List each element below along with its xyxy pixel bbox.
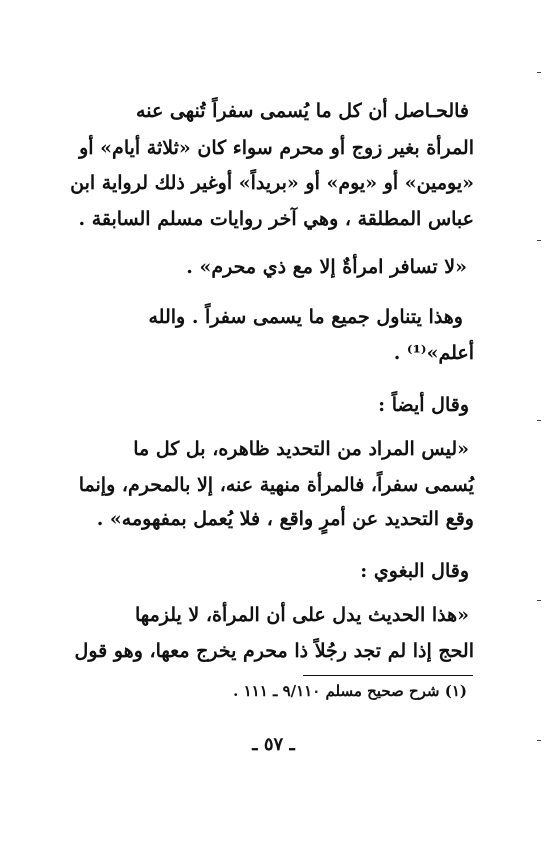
text-line: «يومين» أو «يوم» أو «بريداً» أوغير ذلك لرواية ابن: [70, 172, 474, 194]
text-line: الحج إذا لم تجد رجُلاً ذا محرم يخرج معها، وهو قول: [74, 640, 474, 662]
text-line: «ليس المراد من التحديد ظاهره، بل كل ما: [133, 438, 469, 460]
page-number: ـ ٥٧ ـ: [252, 734, 295, 755]
text-line: «هذا الحديث يدل على أن المرأة، لا يلزمها: [135, 604, 469, 626]
text-line: المرأة بغير زوج أو محرم سواء كان «ثلاثة أيام» أو: [79, 137, 474, 159]
text-line: وهذا يتناول جميع ما يسمى سفراً . والله: [148, 306, 463, 328]
text-line: أعلم»⁽¹⁾ .: [393, 342, 474, 364]
text-line: فالحـاصل أن كل ما يُسمى سفراً تُنهى عنه: [136, 100, 469, 122]
section-heading: وقال أيضاً :: [378, 394, 469, 416]
margin-mark: [537, 240, 541, 241]
text-line: عباس المطلقة ، وهي آخر روايات مسلم السابقة .: [78, 208, 474, 230]
footnote: (١) شرح صحيح مسلم ٩/١١٠ ـ ١١١ .: [233, 682, 467, 700]
hadith-quote: «لا تسافر امرأةٌ إلا مع ذي محرم» .: [186, 256, 467, 278]
margin-mark: [537, 420, 541, 421]
text-line: وقع التحديد عن أمرٍ واقع ، فلا يُعمل بمفهومه» .: [96, 508, 474, 530]
footnote-rule: [303, 675, 473, 676]
margin-mark: [537, 72, 541, 73]
text-line: يُسمى سفراً، فالمرأة منهية عنه، إلا بالمحرم، وإنما: [78, 474, 474, 496]
section-heading: وقال البغوي :: [360, 560, 469, 582]
margin-mark: [537, 600, 541, 601]
